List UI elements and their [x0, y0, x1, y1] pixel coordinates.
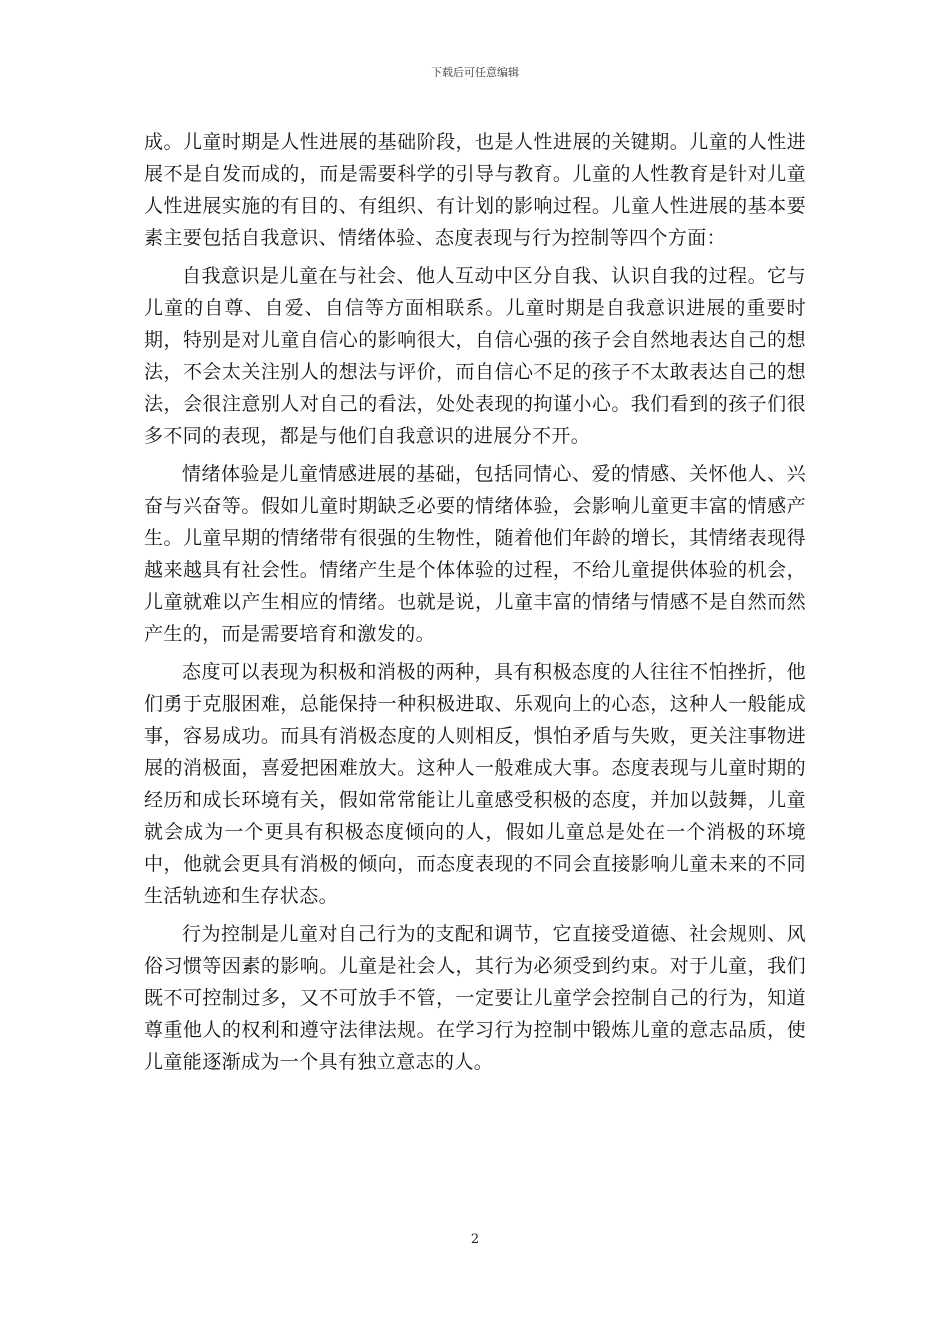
paragraph-self-awareness: 自我意识是儿童在与社会、他人互动中区分自我、认识自我的过程。它与儿童的自尊、自爱、自信等方面相联系。儿童时期是自我意识进展的重要时期，特别是对儿童自信心的影响很大，自信心强的孩子会自然地表达自己的想法，不会太关注别人的想法与评价，而自信心不足的孩子不太敢表达自己的想法，会很注意别人对自己的看法，处处表现的拘谨小心。我们看到的孩子们很多不同的表现，都是与他们自我意识的进展分不开。: [144, 265, 806, 447]
page-number: 2: [470, 1232, 480, 1247]
page-header: 下载后可任意编辑: [431, 66, 519, 79]
paragraph-emotional-experience: 情绪体验是儿童情感进展的基础，包括同情心、爱的情感、关怀他人、兴奋与兴奋等。假如儿童时期缺乏必要的情绪体验，会影响儿童更丰富的情感产生。儿童早期的情绪带有很强的生物性，随着他们年龄的增长，其情绪表现得越来越具有社会性。情绪产生是个体体验的过程，不给儿童提供体验的机会，儿童就难以产生相应的情绪。也就是说，儿童丰富的情绪与情感不是自然而然产生的，而是需要培育和激发的。: [144, 463, 806, 645]
document-body: [144, 126, 806, 1078]
paragraph-behavior-control: 行为控制是儿童对自己行为的支配和调节，它直接受道德、社会规则、风俗习惯等因素的影响。儿童是社会人，其行为必须受到约束。对于儿童，我们既不可控制过多，又不可放手不管，一定要让儿童学会控制自己的行为，知道尊重他人的权利和遵守法律法规。在学习行为控制中锻炼儿童的意志品质，使儿童能逐渐成为一个具有独立意志的人。: [144, 923, 806, 1073]
paragraph-continuation: 成。儿童时期是人性进展的基础阶段，也是人性进展的关键期。儿童的人性进展不是自发而成的，而是需要科学的引导与教育。儿童的人性教育是针对儿童人性进展实施的有目的、有组织、有计划的影响过程。儿童人性进展的基本要素主要包括自我意识、情绪体验、态度表现与行为控制等四个方面：: [144, 131, 806, 249]
paragraph-attitude: 态度可以表现为积极和消极的两种，具有积极态度的人往往不怕挫折，他们勇于克服困难，总能保持一种积极进取、乐观向上的心态，这种人一般能成事，容易成功。而具有消极态度的人则相反，惧怕矛盾与失败，更关注事物进展的消极面，喜爱把困难放大。这种人一般难成大事。态度表现与儿童时期的经历和成长环境有关，假如常常能让儿童感受积极的态度，并加以鼓舞，儿童就会成为一个更具有积极态度倾向的人，假如儿童总是处在一个消极的环境中，他就会更具有消极的倾向，而态度表现的不同会直接影响儿童未来的不同生活轨迹和生存状态。: [144, 661, 806, 907]
